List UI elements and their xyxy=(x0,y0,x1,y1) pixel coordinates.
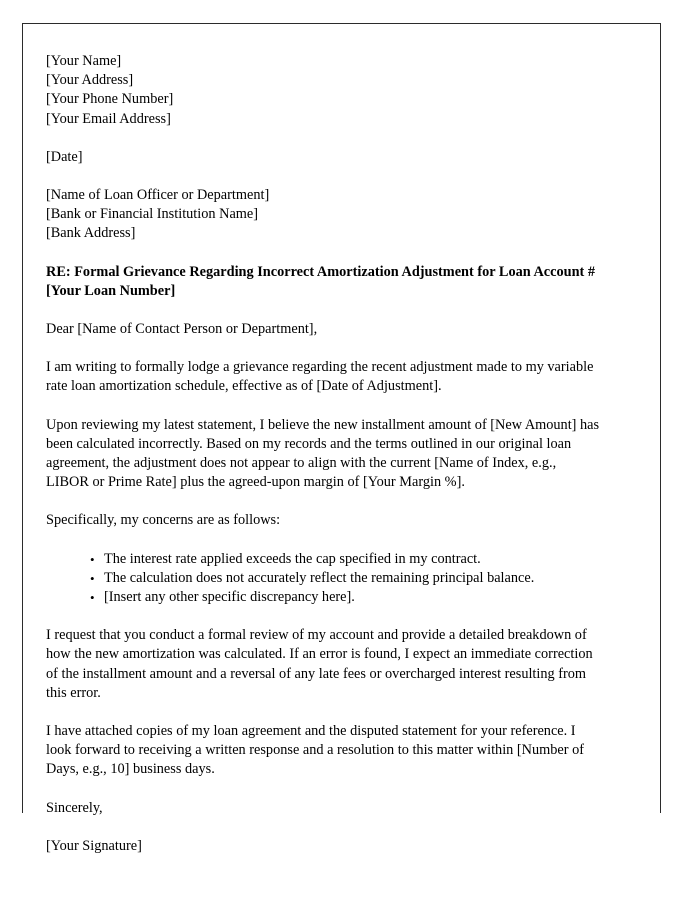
body-paragraph-1: I am writing to formally lodge a grievance regarding the recent adjustment made to my variable rate loan amortization schedule, effective as of [Date of Adjustment]. xyxy=(46,359,594,395)
recipient-address-block xyxy=(46,186,620,244)
recipient-institution: [Bank or Financial Institution Name] xyxy=(46,206,259,223)
document-page xyxy=(22,23,661,854)
letter-date: [Date] xyxy=(46,148,83,165)
list-item: • The interest rate applied exceeds the cap specified in my contract. xyxy=(90,550,620,569)
body-paragraph-4: I have attached copies of my loan agreement and the disputed statement for your reference. I look forward to receiving a written response and a resolution to this matter within [Number of Days, e.g., 10] business days. xyxy=(46,723,584,778)
body-paragraph-2: Upon reviewing my latest statement, I believe the new installment amount of [New Amount] has been calculated incorrectly. Based on my records and the terms outlined in our original loan agreement, the adjustment does not appear to align with the current [Name of Index, e.g., LIBOR or Prime Rate] plus the agreed-upon margin of [Your Margin %]. xyxy=(46,416,600,491)
sender-email: [Your Email Address] xyxy=(46,110,171,127)
salutation: Dear [Name of Contact Person or Department], xyxy=(46,321,318,338)
list-item: • [Insert any other specific discrepancy here]. xyxy=(90,588,620,607)
sender-name: [Your Name] xyxy=(46,53,122,69)
sender-phone: [Your Phone Number] xyxy=(46,91,174,108)
sender-address-block xyxy=(46,52,620,129)
recipient-officer: [Name of Loan Officer or Department] xyxy=(46,187,270,204)
signature-line: [Your Signature] xyxy=(46,837,142,854)
body-paragraph-3: I request that you conduct a formal review of my account and provide a detailed breakdown of how the new amortization was calculated. If an error is found, I expect an immediate correction of the installment amount and a reversal of any late fees or overcharged interest resulting from this error. xyxy=(46,627,593,701)
list-item: • The calculation does not accurately reflect the remaining principal balance. xyxy=(90,569,620,588)
concerns-intro: Specifically, my concerns are as follows: xyxy=(46,512,281,529)
concerns-list xyxy=(46,550,620,608)
subject-line: RE: Formal Grievance Regarding Incorrect Amortization Adjustment for Loan Account #[Your Loan Number] xyxy=(46,263,596,299)
recipient-address: [Bank Address] xyxy=(46,225,136,242)
sender-street-address: [Your Address] xyxy=(46,72,134,89)
closing-salutation: Sincerely, xyxy=(46,799,103,816)
letter-content xyxy=(23,24,660,856)
